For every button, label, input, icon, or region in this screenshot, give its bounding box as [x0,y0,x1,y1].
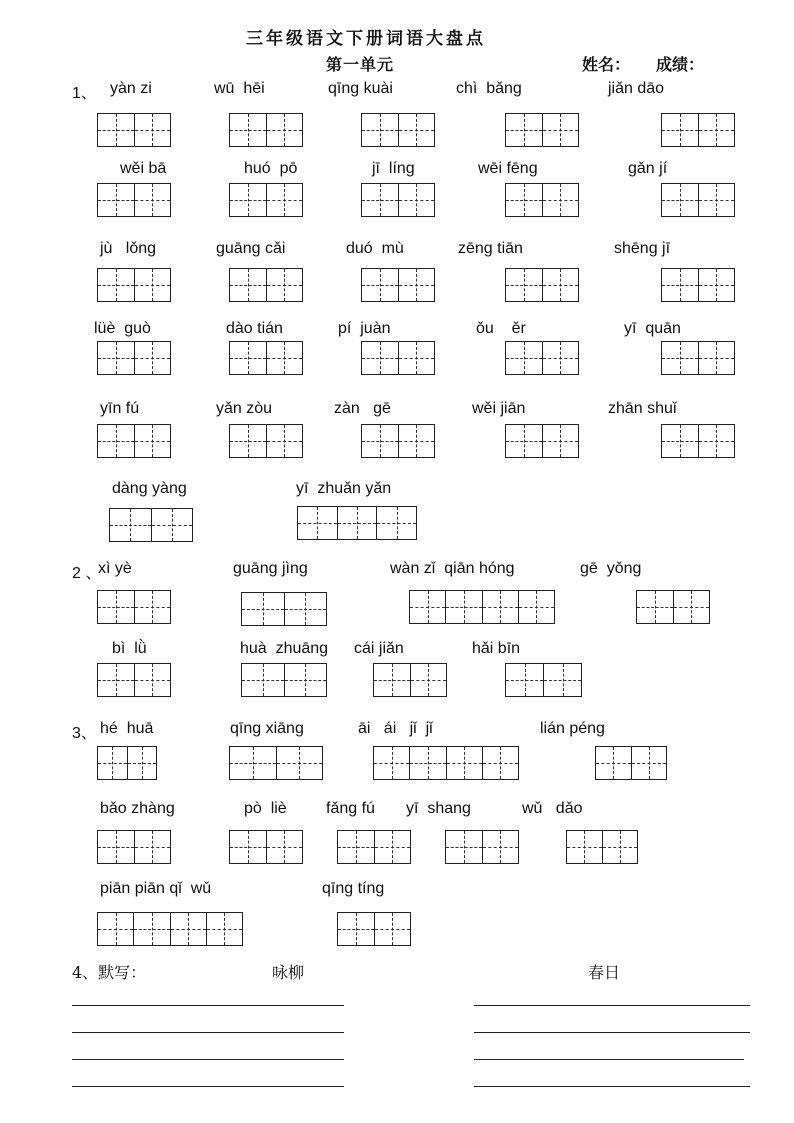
tianzige-answer-grid[interactable] [229,424,303,458]
character-cell[interactable] [362,425,398,457]
tianzige-answer-grid[interactable] [409,590,555,624]
character-cell[interactable] [542,269,579,301]
character-cell[interactable] [362,342,398,374]
pinyin-prompt: hǎi bīn [472,640,521,657]
character-cell[interactable] [98,269,134,301]
character-cell[interactable] [362,114,398,146]
tianzige-answer-grid[interactable] [97,663,171,697]
pinyin-prompt: chì bǎng [456,80,522,97]
character-cell[interactable] [362,269,398,301]
character-cell[interactable] [134,342,171,374]
pinyin-prompt: wēi fēng [478,160,538,177]
character-cell[interactable] [266,425,303,457]
character-cell[interactable] [398,342,435,374]
character-cell[interactable] [662,184,698,216]
pinyin-prompt: piān piān qǐ wǔ [100,880,212,897]
character-cell[interactable] [542,114,579,146]
score-label: 成绩： [656,55,705,74]
pinyin-prompt: wěi bā [120,160,167,177]
character-cell[interactable] [542,342,579,374]
section-3-number: 3、 [72,725,97,742]
pinyin-prompt: yī shang [406,800,471,817]
character-cell[interactable] [266,342,303,374]
character-cell[interactable] [98,664,134,696]
character-cell[interactable] [230,831,266,863]
pinyin-prompt: yàn zi [110,80,152,97]
character-cell[interactable] [673,591,710,623]
page-title: 三年级语文下册词语大盘点 [246,29,486,49]
pinyin-prompt: lián péng [540,720,605,737]
character-cell[interactable] [398,184,435,216]
pinyin-prompt: zàn gē [334,400,391,417]
character-cell[interactable] [518,591,554,623]
tianzige-answer-grid[interactable] [661,113,735,147]
character-cell[interactable] [506,114,542,146]
pinyin-prompt: wěi jiān [472,400,526,417]
character-cell[interactable] [662,342,698,374]
tianzige-answer-grid[interactable] [337,912,411,946]
pinyin-prompt: duó mù [346,240,404,257]
character-cell[interactable] [242,593,284,625]
character-cell[interactable] [134,425,171,457]
character-cell[interactable] [506,664,543,696]
pinyin-prompt: yǎn zòu [216,400,273,417]
tianzige-answer-grid[interactable] [229,341,303,375]
pinyin-prompt: jī líng [372,160,415,177]
pinyin-prompt: dào tián [226,320,283,337]
tianzige-answer-grid[interactable] [241,592,327,626]
pinyin-prompt: zhān shuǐ [608,400,677,417]
character-cell[interactable] [98,425,134,457]
writing-line[interactable] [474,1005,750,1006]
poem-title-right: 春日 [588,963,621,982]
character-cell[interactable] [134,269,171,301]
character-cell[interactable] [374,747,409,779]
character-cell[interactable] [596,747,631,779]
character-cell[interactable] [298,507,337,539]
pinyin-prompt: wàn zǐ qiān hóng [390,560,515,577]
tianzige-answer-grid[interactable] [297,506,417,540]
character-cell[interactable] [134,114,171,146]
pinyin-prompt: gē yǒng [580,560,642,577]
writing-line[interactable] [474,1086,750,1087]
tianzige-answer-grid[interactable] [505,113,579,147]
character-cell[interactable] [482,591,518,623]
pinyin-prompt: jiǎn dāo [608,80,665,97]
pinyin-prompt: qīng tíng [322,880,385,897]
character-cell[interactable] [230,184,266,216]
tianzige-answer-grid[interactable] [337,830,411,864]
writing-line[interactable] [72,1086,344,1087]
tianzige-answer-grid[interactable] [229,268,303,302]
character-cell[interactable] [631,747,667,779]
character-cell[interactable] [170,913,206,945]
character-cell[interactable] [98,591,134,623]
tianzige-answer-grid[interactable] [97,590,171,624]
tianzige-answer-grid[interactable] [361,424,435,458]
pinyin-prompt: hé huā [100,720,154,737]
tianzige-answer-grid[interactable] [661,424,735,458]
pinyin-prompt: yī zhuǎn yǎn [296,480,392,497]
pinyin-prompt: wǔ dǎo [522,800,583,817]
character-cell[interactable] [98,114,134,146]
unit-title: 第一单元 [326,55,395,74]
character-cell[interactable] [445,591,481,623]
character-cell[interactable] [409,747,445,779]
tianzige-answer-grid[interactable] [97,341,171,375]
pinyin-prompt: ǒu ěr [476,320,526,337]
character-cell[interactable] [98,184,134,216]
character-cell[interactable] [482,747,518,779]
section-4-number: 4、默写： [72,963,147,982]
character-cell[interactable] [410,591,445,623]
pinyin-prompt: guāng cǎi [216,240,286,257]
character-cell[interactable] [398,425,435,457]
character-cell[interactable] [276,747,323,779]
tianzige-answer-grid[interactable] [595,746,667,780]
tianzige-answer-grid[interactable] [661,183,735,217]
character-cell[interactable] [133,913,169,945]
character-cell[interactable] [134,591,171,623]
section-2-number: 2 、 [72,565,102,582]
character-cell[interactable] [482,831,519,863]
character-cell[interactable] [446,747,482,779]
pinyin-prompt: huó pō [244,160,298,177]
tianzige-answer-grid[interactable] [97,746,157,780]
character-cell[interactable] [266,831,303,863]
pinyin-prompt: qīng kuài [328,80,393,97]
character-cell[interactable] [506,184,542,216]
poem-title-left: 咏柳 [272,963,305,982]
character-cell[interactable] [698,425,735,457]
character-cell[interactable] [242,664,284,696]
character-cell[interactable] [98,831,134,863]
writing-line[interactable] [474,1032,750,1033]
tianzige-answer-grid[interactable] [661,268,735,302]
character-cell[interactable] [338,913,374,945]
tianzige-answer-grid[interactable] [97,830,171,864]
pinyin-prompt: bǎo zhàng [100,800,175,817]
tianzige-answer-grid[interactable] [636,590,710,624]
character-cell[interactable] [230,114,266,146]
tianzige-answer-grid[interactable] [445,830,519,864]
character-cell[interactable] [662,425,698,457]
character-cell[interactable] [134,831,171,863]
tianzige-answer-grid[interactable] [229,113,303,147]
pinyin-prompt: xì yè [98,560,132,577]
pinyin-prompt: jù lǒng [100,240,157,257]
tianzige-answer-grid[interactable] [361,183,435,217]
character-cell[interactable] [338,831,374,863]
character-cell[interactable] [662,114,698,146]
tianzige-answer-grid[interactable] [109,508,193,542]
character-cell[interactable] [266,184,303,216]
character-cell[interactable] [98,913,133,945]
tianzige-answer-grid[interactable] [505,663,582,697]
pinyin-prompt: lüè guò [94,320,151,337]
character-cell[interactable] [230,747,276,779]
character-cell[interactable] [662,269,698,301]
character-cell[interactable] [698,269,735,301]
tianzige-answer-grid[interactable] [229,183,303,217]
pinyin-prompt: qīng xiāng [230,720,304,737]
character-cell[interactable] [543,664,581,696]
character-cell[interactable] [284,664,327,696]
character-cell[interactable] [151,509,193,541]
pinyin-prompt: huà zhuāng [240,640,329,657]
tianzige-answer-grid[interactable] [373,663,447,697]
tianzige-answer-grid[interactable] [229,830,303,864]
tianzige-answer-grid[interactable] [361,268,435,302]
name-label: 姓名： [582,55,631,74]
pinyin-prompt: yīn fú [100,400,140,417]
tianzige-answer-grid[interactable] [97,113,171,147]
character-cell[interactable] [134,664,171,696]
character-cell[interactable] [98,747,127,779]
pinyin-prompt: fǎng fú [326,800,375,817]
character-cell[interactable] [410,664,447,696]
character-cell[interactable] [506,425,542,457]
pinyin-prompt: wū hēi [214,80,265,97]
tianzige-answer-grid[interactable] [505,341,579,375]
character-cell[interactable] [376,507,416,539]
character-cell[interactable] [337,507,377,539]
tianzige-answer-grid[interactable] [97,268,171,302]
character-cell[interactable] [127,747,157,779]
character-cell[interactable] [398,269,435,301]
tianzige-answer-grid[interactable] [505,268,579,302]
tianzige-answer-grid[interactable] [229,746,323,780]
tianzige-answer-grid[interactable] [361,113,435,147]
tianzige-answer-grid[interactable] [505,183,579,217]
character-cell[interactable] [506,342,542,374]
tianzige-answer-grid[interactable] [505,424,579,458]
character-cell[interactable] [362,184,398,216]
character-cell[interactable] [637,591,673,623]
character-cell[interactable] [266,269,303,301]
character-cell[interactable] [230,269,266,301]
character-cell[interactable] [284,593,327,625]
tianzige-answer-grid[interactable] [361,341,435,375]
pinyin-prompt: pí juàn [338,320,391,337]
tianzige-answer-grid[interactable] [97,424,171,458]
pinyin-prompt: cái jiǎn [354,640,404,657]
character-cell[interactable] [542,184,579,216]
character-cell[interactable] [374,664,410,696]
pinyin-prompt: gǎn jí [628,160,668,177]
tianzige-answer-grid[interactable] [661,341,735,375]
character-cell[interactable] [506,269,542,301]
pinyin-prompt: yī quān [624,320,681,337]
character-cell[interactable] [374,913,411,945]
writing-line[interactable] [72,1059,344,1060]
pinyin-prompt: zēng tiān [458,240,523,257]
character-cell[interactable] [110,509,151,541]
character-cell[interactable] [134,184,171,216]
writing-line[interactable] [72,1032,344,1033]
writing-line[interactable] [474,1059,744,1060]
tianzige-answer-grid[interactable] [241,663,327,697]
pinyin-prompt: guāng jìng [233,560,308,577]
tianzige-answer-grid[interactable] [97,183,171,217]
character-cell[interactable] [698,184,735,216]
character-cell[interactable] [374,831,411,863]
tianzige-answer-grid[interactable] [97,912,243,946]
pinyin-prompt: shēng jī [614,240,671,257]
tianzige-answer-grid[interactable] [566,830,638,864]
character-cell[interactable] [206,913,242,945]
character-cell[interactable] [230,425,266,457]
writing-line[interactable] [72,1005,344,1006]
character-cell[interactable] [446,831,482,863]
character-cell[interactable] [266,114,303,146]
character-cell[interactable] [542,425,579,457]
pinyin-prompt: āi ái jǐ jǐ [358,720,433,737]
pinyin-prompt: bì lǜ [112,640,147,657]
pinyin-prompt: pò liè [244,800,287,817]
character-cell[interactable] [567,831,602,863]
character-cell[interactable] [230,342,266,374]
character-cell[interactable] [698,342,735,374]
character-cell[interactable] [398,114,435,146]
tianzige-answer-grid[interactable] [373,746,519,780]
character-cell[interactable] [602,831,638,863]
pinyin-prompt: dàng yàng [112,480,187,497]
character-cell[interactable] [698,114,735,146]
section-1-number: 1、 [72,85,97,102]
character-cell[interactable] [98,342,134,374]
